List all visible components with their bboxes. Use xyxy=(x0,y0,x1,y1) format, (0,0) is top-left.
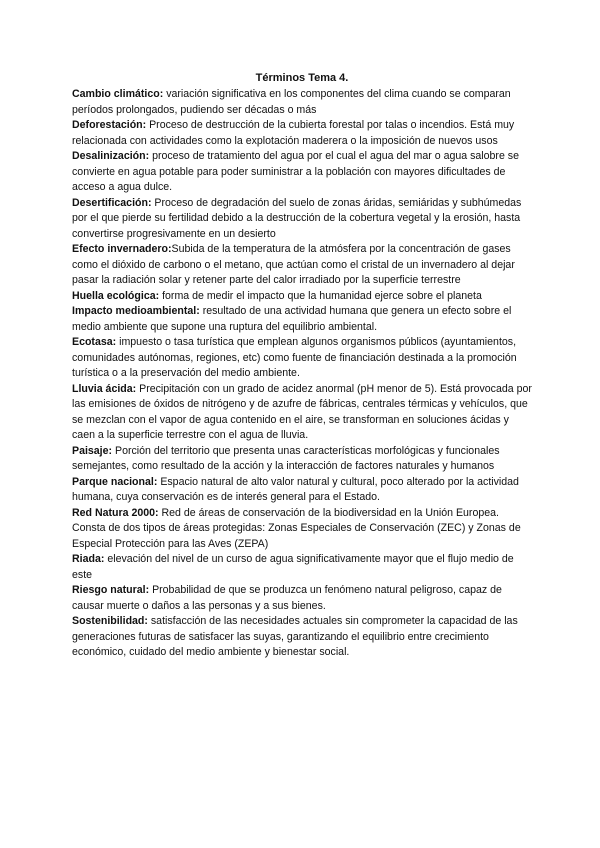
glossary-entry xyxy=(72,614,532,661)
glossary-entry xyxy=(72,304,532,335)
glossary-definition: Red de áreas de conservación de la biodiversidad en la Unión Europea. Consta de dos tipos de áreas protegidas: Zonas Especiales de Conservación (ZEC) y Zonas de Especial Protección para las Aves (ZEPA) xyxy=(72,506,521,550)
glossary-term: Impacto medioambiental: xyxy=(72,305,200,317)
glossary-definition: Proceso de degradación del suelo de zonas áridas, semiáridas y subhúmedas por el que pierde su fertilidad debido a la destrucción de la cobertura vegetal y la erosión, hasta convertirse progresivamente en un desierto xyxy=(72,196,522,240)
glossary-term: Deforestación: xyxy=(72,119,147,131)
glossary-entry xyxy=(72,583,532,614)
glossary-term: Riada: xyxy=(72,553,105,565)
glossary-definition: Proceso de destrucción de la cubierta forestal por talas o incendios. Está muy relacionada con actividades como la explotación maderera o la imposición de nuevos usos xyxy=(72,119,515,147)
document-page xyxy=(72,71,532,661)
glossary-list xyxy=(72,87,532,661)
glossary-term: Huella ecológica: xyxy=(72,289,160,302)
glossary-definition: Espacio natural de alto valor natural y cultural, poco alterado por la actividad humana, cuya conservación es de interés general para el Estado. xyxy=(72,475,519,503)
glossary-entry xyxy=(72,149,532,196)
glossary-term: Sostenibilidad: xyxy=(72,615,148,627)
glossary-entry xyxy=(72,335,532,382)
glossary-definition: forma de medir el impacto que la humanidad ejerce sobre el planeta xyxy=(159,289,482,302)
glossary-entry xyxy=(72,196,532,243)
glossary-entry xyxy=(72,242,532,289)
glossary-definition: variación significativa en los componentes del clima cuando se comparan períodos prolongados, pudiendo ser décadas o más xyxy=(72,88,511,116)
glossary-definition: impuesto o tasa turística que emplean algunos organismos públicos (ayuntamientos, comunidades autónomas, regiones, etc) como fuente de financiación destinada a la promoción turística o a la preservación del medio ambiente. xyxy=(72,336,517,379)
glossary-term: Efecto invernadero: xyxy=(72,243,172,255)
glossary-definition: Probabilidad de que se produzca un fenómeno natural peligroso, capaz de causar muerte o daños a las personas y a sus bienes. xyxy=(72,584,502,612)
glossary-definition: Subida de la temperatura de la atmósfera por la concentración de gases como el dióxido de carbono o el metano, que actúan como el cristal de un invernadero al dejar pasar la radiación solar y retener parte del calor irradiado por la superficie terrestre xyxy=(72,243,515,286)
glossary-definition: satisfacción de las necesidades actuales sin comprometer la capacidad de las generaciones futuras de satisfacer las suyas, garantizando el equilibrio entre crecimiento económico, cuidado del medio ambiente y bienestar social. xyxy=(72,615,518,658)
glossary-definition: Porción del territorio que presenta unas características morfológicas y funcionales semejantes, como resultado de la acción y la interacción de factores naturales y humanos xyxy=(72,444,500,472)
glossary-entry xyxy=(72,552,532,583)
glossary-term: Lluvia ácida: xyxy=(72,382,137,395)
glossary-entry xyxy=(72,382,532,444)
glossary-entry xyxy=(72,506,532,553)
glossary-term: Cambio climático: xyxy=(72,88,164,100)
glossary-entry xyxy=(72,289,532,305)
glossary-entry xyxy=(72,118,532,149)
glossary-term: Riesgo natural: xyxy=(72,584,150,596)
glossary-term: Paisaje: xyxy=(72,444,113,457)
glossary-entry xyxy=(72,475,532,506)
glossary-term: Red Natura 2000: xyxy=(72,506,159,519)
glossary-term: Desalinización: xyxy=(72,150,150,162)
glossary-term: Parque nacional: xyxy=(72,475,158,488)
glossary-definition: resultado de una actividad humana que genera un efecto sobre el medio ambiente que supone una ruptura del equilibrio ambiental. xyxy=(72,305,512,333)
document-title: Términos Tema 4. xyxy=(255,72,349,84)
glossary-definition: proceso de tratamiento del agua por el cual el agua del mar o agua salobre se convierte en agua potable para poder suministrar a la población con mayores dificultades de acceso a agua dulce. xyxy=(72,150,519,193)
glossary-term: Ecotasa: xyxy=(72,336,117,348)
glossary-term: Desertificación: xyxy=(72,196,152,209)
glossary-definition: elevación del nivel de un curso de agua significativamente mayor que el flujo medio de este xyxy=(72,553,514,581)
glossary-definition: Precipitación con un grado de acidez anormal (pH menor de 5). Está provocada por las emisiones de óxidos de nitrógeno y de azufre de fábricas, centrales térmicas y vehículos, que se mezclan con el vapor de agua contenido en el aire, se transforman en soluciones ácidas y caen a la superficie terrestre con el agua de lluvia. xyxy=(72,382,532,441)
glossary-entry xyxy=(72,87,532,118)
glossary-entry xyxy=(72,444,532,475)
